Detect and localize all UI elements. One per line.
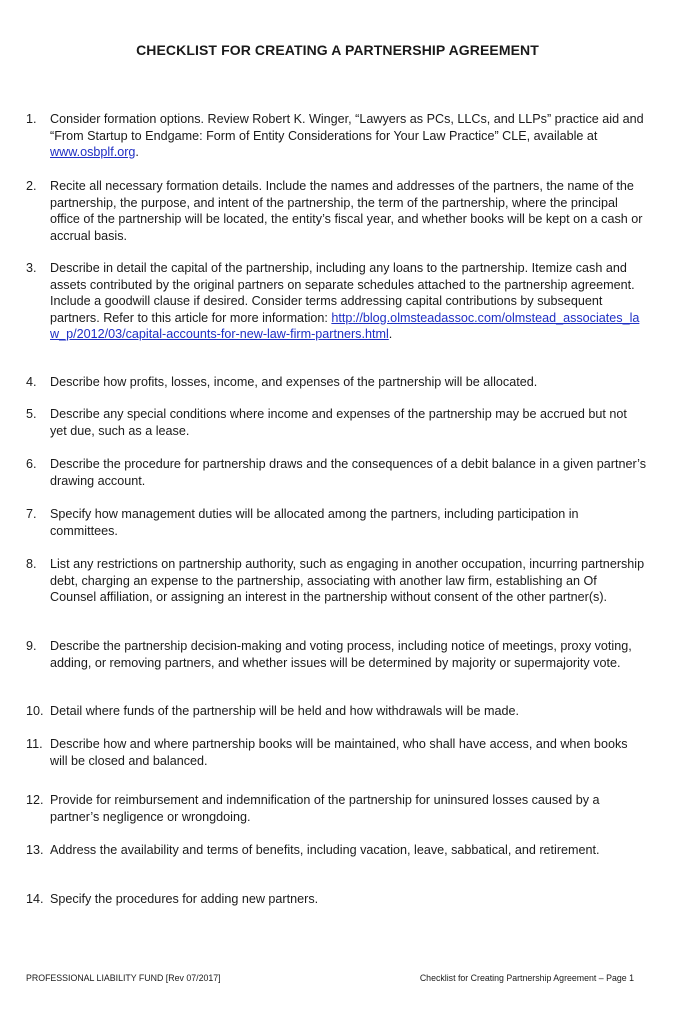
page-title: CHECKLIST FOR CREATING A PARTNERSHIP AGREEMENT: [136, 42, 539, 58]
item-text: Describe the partnership decision-making and voting process, including notice of meetings, proxy voting, adding, or removing partners, and whether issues will be determined by majority or supermajority vote.: [50, 639, 632, 670]
item-text: Address the availability and terms of benefits, including vacation, leave, sabbatical, and retirement.: [50, 843, 600, 857]
item-number: 6.: [26, 457, 37, 471]
item-number: 7.: [26, 507, 37, 521]
item-number: 12.: [26, 793, 44, 807]
item-text: Detail where funds of the partnership will be held and how withdrawals will be made.: [50, 704, 520, 718]
item-number: 10.: [26, 704, 44, 718]
item-text: [50, 111, 646, 161]
item-number: 3.: [26, 261, 37, 275]
item-number: 8.: [26, 557, 37, 571]
item-text: [50, 260, 646, 343]
item-text: Describe how profits, losses, income, and expenses of the partnership will be allocated.: [50, 375, 538, 389]
item-number: 4.: [26, 375, 37, 389]
item-number: 5.: [26, 407, 37, 421]
item-number: 11.: [26, 737, 43, 751]
item-text: Describe the procedure for partnership draws and the consequences of a debit balance in a given partner’s drawing account.: [50, 457, 647, 488]
item-text: Recite all necessary formation details. Include the names and addresses of the partners, the name of the partnership, the purpose, and intent of the partnership, the term of the partnership, where the principal office of the partnership will be located, the entity’s fiscal year, and whether books will be kept on a cash or accrual basis.: [50, 179, 643, 243]
item-text: List any restrictions on partnership authority, such as engaging in another occupation, incurring partnership debt, charging an expense to the partnership, associating with another law firm, establishing an Of Counsel affiliation, or assigning an interest in the partnership without consent of the other partner(s).: [50, 557, 645, 605]
item-text-end: .: [135, 145, 139, 160]
item-text-content: Consider formation options. Review Robert K. Winger, “Lawyers as PCs, LLCs, and LLPs” practice aid and “From Startup to Endgame: Form of Entity Considerations for Your Law Practice” CLE, available at: [50, 112, 644, 143]
item-text-end: .: [388, 327, 393, 342]
item-number: 9.: [26, 639, 37, 653]
item-text: Provide for reimbursement and indemnification of the partnership for uninsured losses caused by a partner’s negligence or wrongdoing.: [50, 793, 600, 824]
olmstead-article-link[interactable]: http://blog.olmsteadassoc.com/olmstead_associates_law_p/2012/03/capital-accounts-for-new-law-firm-partners.html: [50, 310, 640, 342]
item-text: Describe how and where partnership books will be maintained, who shall have access, and when books will be closed and balanced.: [50, 737, 628, 768]
item-number: 2.: [26, 179, 37, 193]
item-number: 13.: [26, 843, 44, 857]
footer-right: Checklist for Creating Partnership Agreement – Page 1: [419, 973, 634, 983]
item-text: Describe any special conditions where income and expenses of the partnership may be accrued but not yet due, such as a lease.: [50, 407, 627, 438]
item-text: Specify how management duties will be allocated among the partners, including participation in committees.: [50, 507, 579, 538]
item-text-content: Describe in detail the capital of the partnership, including any loans to the partnership. Itemize cash and assets contributed by the original partners on separate schedules attached to the partnership agreement. Include a goodwill clause if desired. Consider terms addressing capital contributions by subsequent partners. Refer to this article for more information:: [50, 261, 635, 325]
item-number: 14.: [26, 892, 44, 906]
osbplf-link[interactable]: www.osbplf.org: [50, 145, 136, 160]
item-number: 1.: [26, 112, 37, 126]
footer-left: PROFESSIONAL LIABILITY FUND [Rev 07/2017]: [26, 973, 221, 983]
item-text: Specify the procedures for adding new partners.: [50, 892, 319, 906]
